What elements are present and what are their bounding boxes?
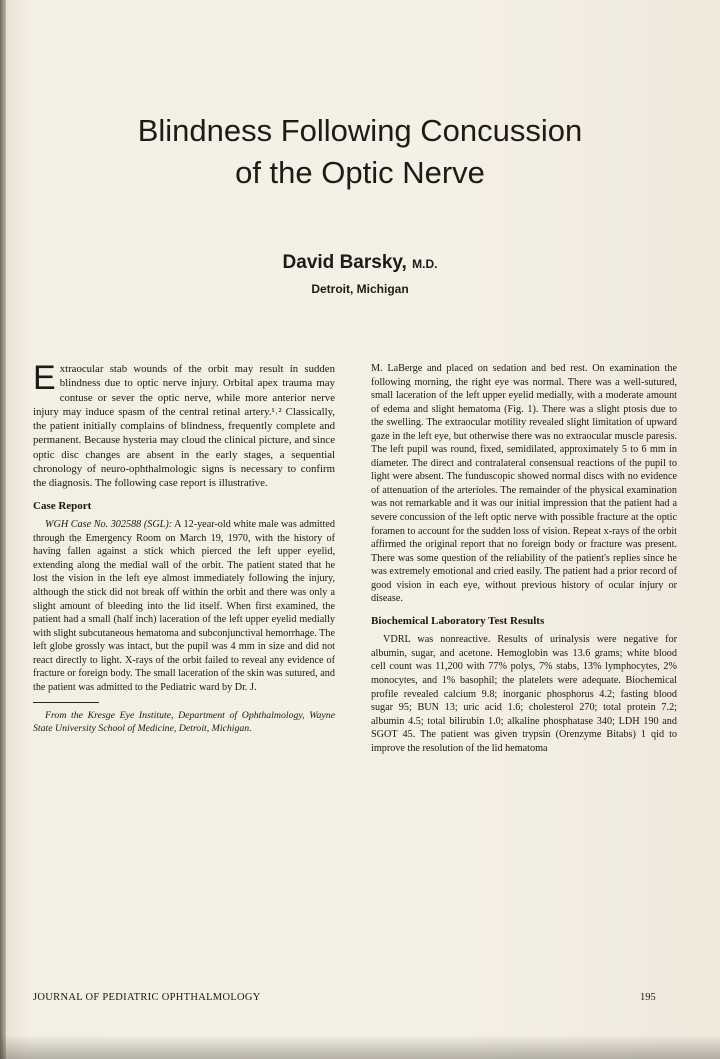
lab-results-paragraph: VDRL was nonreactive. Results of urinalysis were negative for albumin, sugar, and acetone. Hemoglobin was 13.6 grams; white blood cell count was 11,200 with 77% polys, 7% stabs, 13% lymphocytes, 2% monocytes, and 1% basophil; the platelets were adequate. Biochemical profile revealed calcium 9.8; inorganic phosphorus 4.2; fasting blood sugar 95; BUN 13; uric acid 1.6; cholesterol 270; total protein 7.2; albumin 4.5; total bilirubin 1.0; alkaline phosphatase 340; LDH 190 and SGOT 45. The patient was given trypsin (Orenzyme Bitabs) 1 qid to improve the resolution of the lid hematoma bbox=[371, 634, 677, 754]
section-heading-lab-results: Biochemical Laboratory Test Results bbox=[371, 614, 545, 627]
footnote: From the Kresge Eye Institute, Department of Ophthalmology, Wayne State University School of Medicine, Detroit, Michigan. bbox=[33, 710, 335, 735]
right-column bbox=[371, 362, 677, 755]
author-affiliation: Detroit, Michigan bbox=[311, 282, 409, 296]
case-number: WGH Case No. 302588 (SGL): bbox=[45, 519, 173, 531]
case-text: A 12-year-old white male was admitted through the Emergency Room on March 19, 1970, with the history of having fallen against a stick which pierced the left upper eyelid, extending along the medial wall of the orbit. The patient stated that he lost the vision in the left eye almost immediately following the injury, although the stick did not break off within the orbit and there was only a slight amount of bleeding into the lid itself. When first examined, the patient had a small (half inch) laceration of the left upper eyelid medially with slight subcutaneous hematoma and subconjunctival hemorrhage. The left globe grossly was intact, but the pupil was 4 mm in size and did not react directly to light. X-rays of the orbit failed to reveal any evidence of fracture or foreign body. The small laceration of the skin was sutured, and the patient was admitted to the Pediatric ward by Dr. J. bbox=[33, 519, 336, 693]
author-name: David Barsky, bbox=[282, 252, 407, 273]
page-bottom-shadow bbox=[0, 1035, 720, 1059]
title-line-1: Blindness Following Concussion bbox=[137, 113, 583, 148]
intro-text: xtraocular stab wounds of the orbit may result in sudden blindness due to optic nerve injury. Orbital apex trauma may contuse or sever the optic nerve, while more anterior nerve injury may induce spasm of the central retinal artery.¹˒² Classically, the patient initially complains of blindness, frequently complete and permanent. Because hysteria may cloud the clinical picture, and since optic disc changes are absent in the early stages, a sequential chronology of neuro-ophthalmologic signs is necessary to confirm the diagnosis. The following case report is illustrative. bbox=[33, 363, 335, 490]
article-title bbox=[40, 110, 680, 194]
author-line bbox=[60, 252, 660, 274]
examination-paragraph: M. LaBerge and placed on sedation and bed rest. On examination the following morning, the right eye was normal. There was a well-sutured, small laceration of the left upper eyelid medially, with a moderate amount of edema and slight hematoma (Fig. 1). There was a slight ptosis due to the swelling. The extraocular motility revealed slight limitation of upward gaze in the left eye, but otherwise there was no extraocular muscle paresis. The left pupil was round, fixed, semidilated, approximately 5 to 6 mm in diameter. The direct and contralateral consensual reactions of the pupil to light were absent. The funduscopic showed normal discs with no evidence of attenuation of the arterioles. The remainder of the physical examination was not remarkable and it was our initial impression that the patient had a severe concussion of the left optic nerve with possible fracture at the optic foramen to account for the sudden loss of vision. Repeat x-rays of the orbit affirmed the original report that no foreign body or fracture was present. There was some question of the reliability of the patient's replies since he was extremely emotional and cried easily. The patient had a prior record of good vision in each eye, without previous history of ocular injury or disease. bbox=[371, 363, 677, 605]
book-spine-shadow bbox=[0, 0, 6, 1059]
left-column bbox=[33, 359, 336, 735]
journal-name-footer: JOURNAL OF PEDIATRIC OPHTHALMOLOGY bbox=[33, 992, 261, 1003]
case-paragraph bbox=[33, 518, 335, 694]
footnote-rule bbox=[33, 702, 99, 703]
author-degree: M.D. bbox=[412, 257, 438, 271]
page-number: 195 bbox=[640, 992, 656, 1003]
intro-paragraph bbox=[33, 359, 335, 491]
section-heading-case-report: Case Report bbox=[33, 499, 92, 512]
title-line-2: of the Optic Nerve bbox=[235, 155, 485, 190]
drop-cap: E bbox=[33, 359, 56, 397]
